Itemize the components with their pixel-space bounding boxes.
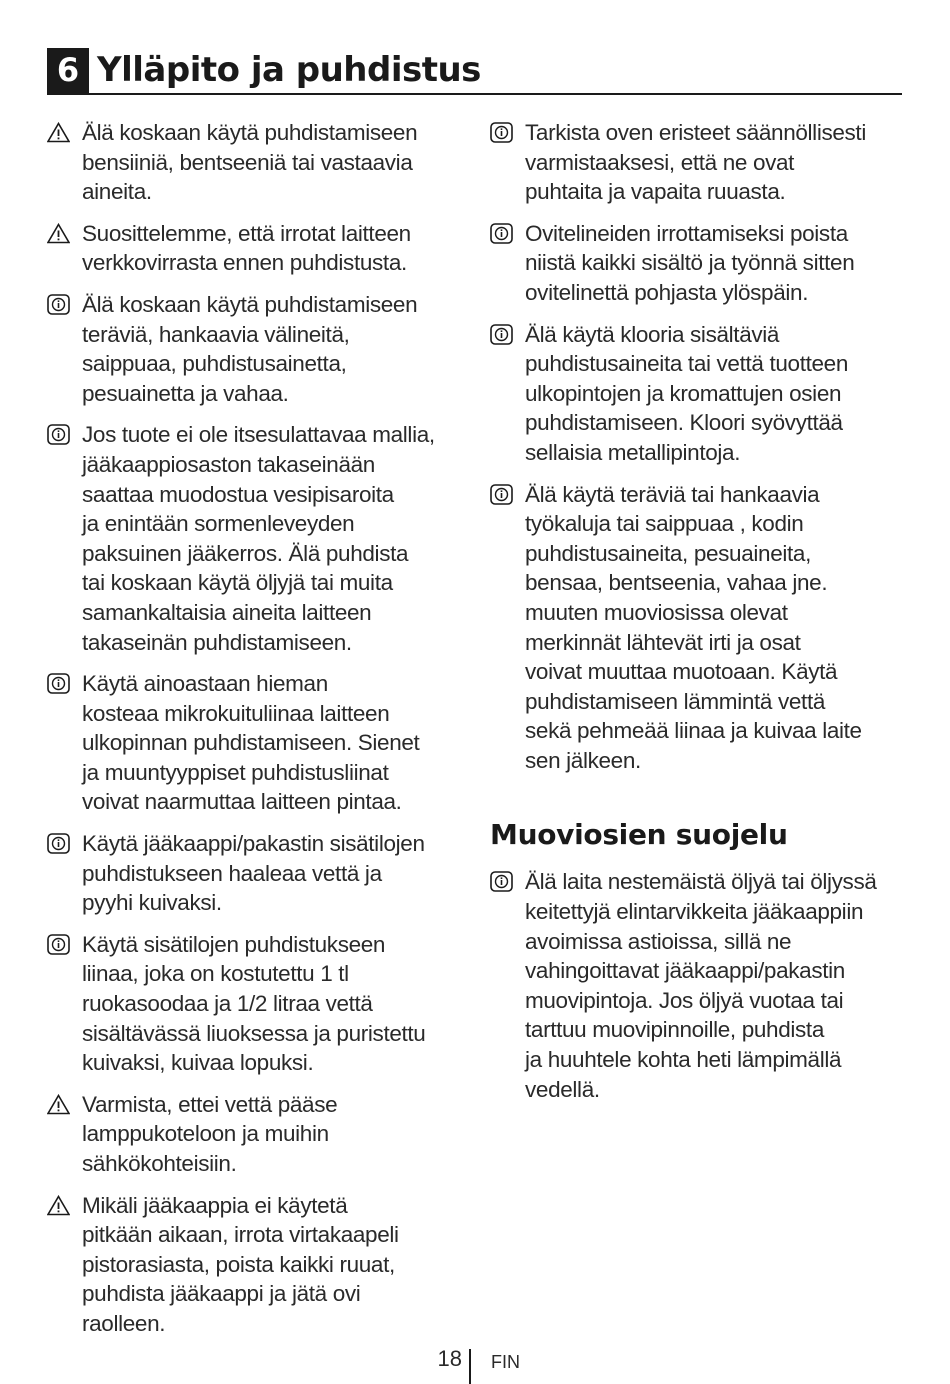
info-icon <box>490 122 513 143</box>
list-item <box>490 867 908 1104</box>
footer-divider <box>469 1349 471 1384</box>
info-icon <box>490 223 513 244</box>
item-text: Älä käytä klooria sisältäviä puhdistusaineita tai vettä tuotteen ulkopintojen ja kromattujen osien puhdistamiseen. Kloori syövyttää sellaisia metallipintoja. <box>525 321 848 465</box>
list-item <box>490 320 908 468</box>
item-text: Varmista, ettei vettä pääse lamppukoteloon ja muihin sähkökohteisiin. <box>82 1091 338 1176</box>
info-icon <box>47 833 70 854</box>
list-item <box>47 669 467 817</box>
info-icon <box>490 324 513 345</box>
info-icon <box>490 484 513 505</box>
item-text: Älä koskaan käytä puhdistamiseen bensiiniä, bentseeniä tai vastaavia aineita. <box>82 120 418 205</box>
section-items <box>490 867 908 1104</box>
list-item <box>47 420 467 657</box>
item-text: Ovitelineiden irrottamiseksi poista niistä kaikki sisältö ja työnnä sitten ovitelinettä pohjasta ylöspäin. <box>525 220 855 305</box>
list-item <box>47 829 467 918</box>
info-icon <box>47 424 70 445</box>
section-heading: Muoviosien suojelu <box>490 818 788 852</box>
info-icon <box>47 673 70 694</box>
chapter-number: 6 <box>47 48 89 93</box>
page-number: 18 <box>437 1346 462 1371</box>
item-text: Mikäli jääkaappia ei käytetä pitkään aikaan, irrota virtakaapeli pistorasiasta, poista kaikki ruuat, puhdista jääkaappi ja jätä ovi raolleen. <box>82 1192 399 1336</box>
item-text: Älä koskaan käytä puhdistamiseen teräviä, hankaavia välineitä, saippuaa, puhdistusainetta, pesuainetta ja vahaa. <box>82 291 418 406</box>
chapter-title: Ylläpito ja puhdistus <box>97 50 481 90</box>
list-item <box>490 118 908 207</box>
list-item <box>490 480 908 776</box>
item-text: Käytä jääkaappi/pakastin sisätilojen puhdistukseen haaleaa vettä ja pyyhi kuivaksi. <box>82 831 425 916</box>
left-column <box>47 118 467 1351</box>
warning-icon <box>47 122 70 143</box>
warning-icon <box>47 1195 70 1216</box>
info-icon <box>47 294 70 315</box>
list-item <box>47 118 467 207</box>
list-item <box>47 1090 467 1179</box>
info-icon <box>490 871 513 892</box>
warning-icon <box>47 1094 70 1115</box>
item-text: Suosittelemme, että irrotat laitteen verkkovirrasta ennen puhdistusta. <box>82 220 411 276</box>
list-item <box>47 290 467 408</box>
item-text: Älä laita nestemäistä öljyä tai öljyssä keitettyjä elintarvikkeita jääkaappiin avoimissa astioissa, sillä ne vahingoittavat jääkaappi/pakastin muovipintoja. Jos öljyä vuotaa tai tarttuu muovipinnoille, puhdista ja huuhtele kohta heti lämpimällä vedellä. <box>525 869 877 1102</box>
list-item <box>47 930 467 1078</box>
item-text: Jos tuote ei ole itsesulattavaa mallia, jääkaappiosaston takaseinään saattaa muodostua vesipisaroita ja enintään sormenleveyden paksuinen jääkerros. Älä puhdista tai koskaan käytä öljyjä tai muita samankaltaisia aineita laitteen takaseinän puhdistamiseen. <box>82 422 435 655</box>
item-text: Käytä ainoastaan hieman kosteaa mikrokuituliinaa laitteen ulkopinnan puhdistamiseen. Sienet ja muuntyyppiset puhdistusliinat voivat naarmuttaa laitteen pintaa. <box>82 671 420 815</box>
info-icon <box>47 934 70 955</box>
right-column <box>490 118 908 1116</box>
list-item <box>47 1191 467 1339</box>
list-item <box>490 219 908 308</box>
right-items <box>490 118 908 775</box>
chapter-header <box>47 48 902 95</box>
item-text: Älä käytä teräviä tai hankaavia työkaluja tai saippuaa , kodin puhdistusaineita, pesuaineita, bensaa, bentseenia, vahaa jne. muuten muoviosissa olevat merkinnät lähtevät irti ja osat voivat muuttaa muotoaan. Käytä puhdistamiseen lämmintä vettä sekä pehmeää liinaa ja kuivaa laite sen jälkeen. <box>525 481 862 773</box>
warning-icon <box>47 223 70 244</box>
language-code: FIN <box>491 1352 520 1372</box>
list-item <box>47 219 467 278</box>
item-text: Käytä sisätilojen puhdistukseen liinaa, joka on kostutettu 1 tl ruokasoodaa ja 1/2 litraa vettä sisältävässä liuoksessa ja puristettu kuivaksi, kuivaa lopuksi. <box>82 931 426 1076</box>
item-text: Tarkista oven eristeet säännöllisesti varmistaaksesi, että ne ovat puhtaita ja vapaita ruuasta. <box>525 120 866 205</box>
